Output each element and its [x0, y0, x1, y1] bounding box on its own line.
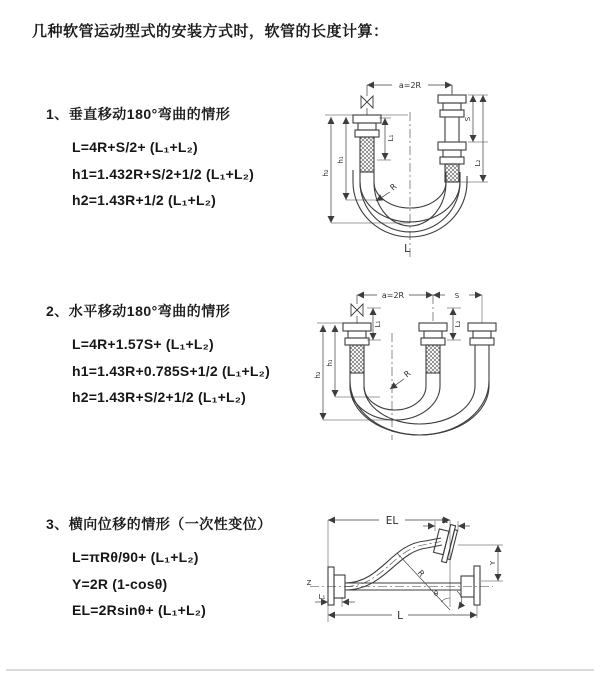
braided-hose-section: [426, 345, 440, 373]
flange: [468, 323, 496, 345]
formula-line: EL=2Rsinθ+ (L₁+L₂): [72, 602, 207, 618]
dim-label-r: R: [415, 568, 427, 579]
dim-label-r: R: [402, 368, 413, 380]
formula-line: h2=1.43R+S/2+1/2 (L₁+L₂): [72, 389, 247, 405]
formula-line: h1=1.432R+S/2+1/2 (L₁+L₂): [72, 165, 254, 182]
section-heading: 3、横向位移的情形（一次性变位）: [46, 516, 272, 532]
left-pipe: [343, 323, 371, 373]
scan-edge-line: [6, 669, 594, 671]
flange: [353, 115, 381, 137]
dim-label-l1: L₁: [374, 320, 382, 328]
dim-label-h2: h₂: [314, 371, 322, 379]
section-heading: 2、水平移动180°弯曲的情形: [46, 303, 231, 319]
flange: [438, 95, 466, 117]
dim-label-l: L: [397, 610, 403, 622]
page-title: 几种软管运动型式的安装方式时，软管的长度计算：: [32, 23, 389, 40]
braided-hose-section: [350, 345, 364, 373]
section-vertical-movement: [46, 104, 254, 214]
flange: [419, 323, 447, 345]
flange: [343, 323, 371, 345]
dim-label-l2: L₂: [474, 159, 482, 167]
dim-label-el: EL: [385, 515, 399, 527]
u-bend-hose: [350, 373, 489, 435]
angle-theta-group: [397, 553, 462, 610]
left-flange: [328, 567, 345, 605]
middle-pipe: [419, 323, 447, 373]
formula-line: L=4R+S/2+ (L₁+L₂): [72, 139, 198, 155]
displaced-hose-curve: [345, 538, 442, 590]
pipe-break-mark: Z: [306, 579, 312, 587]
straight-pipe: [310, 583, 493, 590]
left-pipe: [353, 85, 381, 172]
dim-label-r: R: [388, 181, 399, 193]
dimension-a2r-s: [357, 295, 482, 323]
dim-label-s: S: [454, 292, 460, 300]
formula-line: L=πRθ/90+ (L₁+L₂): [72, 549, 199, 565]
formula-line: h2=1.43R+1/2 (L₁+L₂): [72, 192, 217, 208]
formula-block: [72, 134, 254, 214]
formula-block: [72, 331, 270, 411]
dim-label-h1: h₁: [337, 156, 345, 164]
diagram-lateral-displacement: [295, 495, 600, 665]
dim-label-a2r: a=2R: [398, 81, 422, 90]
diagram-vertical-180-bend: [305, 70, 600, 270]
section-heading: 1、垂直移动180°弯曲的情形: [46, 106, 231, 122]
dim-label-h1: h₁: [326, 359, 334, 367]
valve-icon: [351, 304, 363, 316]
section-lateral-displacement: [46, 514, 272, 624]
dim-label-l2: L₂: [441, 517, 449, 525]
dim-label-l2: L₂: [454, 320, 462, 328]
braided-hose-section: [360, 137, 374, 172]
braided-hose-section: [445, 164, 459, 182]
dimension-s-l2: [461, 95, 488, 182]
dim-label-l: L: [404, 243, 410, 255]
formula-line: h1=1.43R+0.785S+1/2 (L₁+L₂): [72, 362, 270, 379]
section-horizontal-movement: [46, 301, 270, 411]
tilted-flange: [432, 522, 459, 563]
flange: [438, 142, 466, 164]
dim-label-y: Y: [489, 560, 497, 566]
right-pipe: [438, 85, 466, 182]
dim-label-l1: L₁: [387, 134, 395, 142]
dim-label-l1: L₁: [318, 593, 326, 601]
valve-icon: [361, 96, 373, 108]
right-pipe: [468, 323, 496, 386]
dim-label-h2: h₂: [322, 169, 330, 177]
dim-label-s: S: [464, 116, 472, 122]
formula-line: L=4R+1.57S+ (L₁+L₂): [72, 336, 214, 352]
dim-label-theta: θ: [433, 590, 439, 598]
dim-label-a2r: a=2R: [381, 291, 405, 300]
diagram-horizontal-180-bend: [305, 278, 600, 458]
formula-block: [72, 544, 272, 624]
formula-line: Y=2R (1-cosθ): [72, 575, 168, 592]
right-flange: [461, 566, 480, 605]
